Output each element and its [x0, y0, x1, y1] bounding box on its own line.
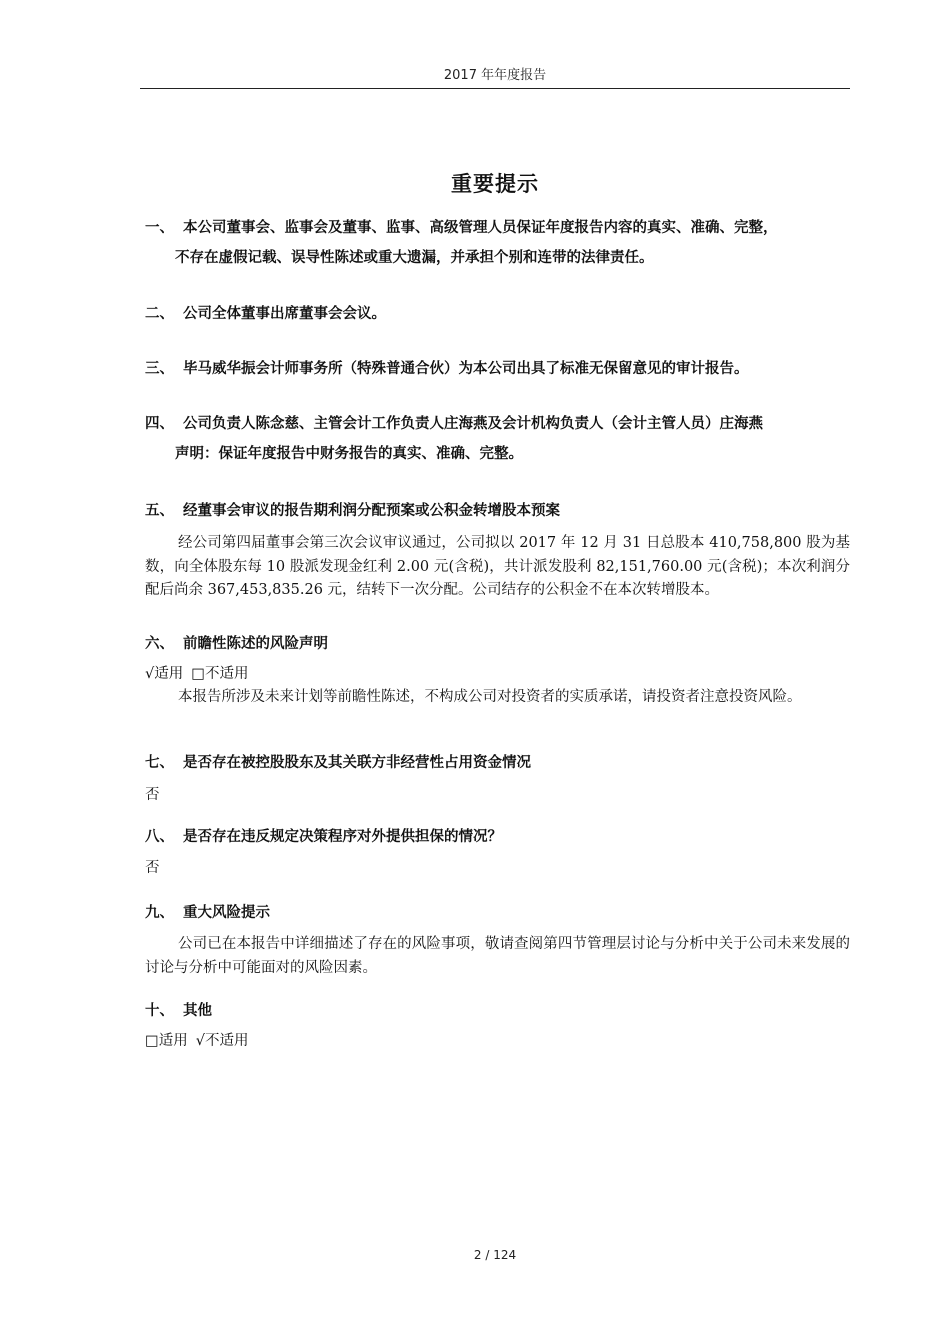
- section-3: [145, 354, 850, 384]
- option-not-applicable-checked: √不适用: [195, 1033, 249, 1049]
- section-5: [145, 496, 850, 526]
- section-number: 一、: [145, 220, 174, 236]
- section-number: 二、: [145, 306, 174, 322]
- section-title: 公司负责人陈念慈、主管会计工作负责人庄海燕及会计机构负责人（会计主管人员）庄海燕: [183, 416, 763, 432]
- section-title: 重大风险提示: [183, 905, 270, 921]
- section-7-answer: 否: [145, 787, 160, 803]
- section-title: 其他: [183, 1003, 212, 1019]
- section-10-options: [145, 1030, 850, 1054]
- section-number: 十、: [145, 1003, 174, 1019]
- section-6: [145, 629, 850, 659]
- section-6-body: 本报告所涉及未来计划等前瞻性陈述，不构成公司对投资者的实质承诺，请投资者注意投资风险。: [178, 689, 802, 705]
- section-number: 七、: [145, 755, 174, 771]
- section-8: [145, 822, 850, 852]
- section-5-body: 经公司第四届董事会第三次会议审议通过，公司拟以 2017 年 12 月 31 日总股本 410,758,800 股为基数，向全体股东每 10 股派发现金红利 2.00 元(含税)，共计派发股利 82,151,760.00 元(含税)；本次利润分配后尚余 367,453,835.26 元，结转下一次分配。公司结存的公积金不在本次转增股本。: [145, 535, 850, 598]
- section-title: 公司全体董事出席董事会会议。: [183, 306, 386, 322]
- section-number: 五、: [145, 503, 174, 519]
- page-number: 2 / 124: [473, 1248, 517, 1262]
- section-9-body: 公司已在本报告中详细描述了存在的风险事项，敬请查阅第四节管理层讨论与分析中关于公司未来发展的讨论与分析中可能面对的风险因素。: [145, 936, 850, 976]
- page-title: 重要提示: [451, 172, 539, 196]
- section-4: [145, 409, 850, 469]
- section-title: 经董事会审议的报告期利润分配预案或公积金转增股本预案: [183, 503, 560, 519]
- section-title: 是否存在违反规定决策程序对外提供担保的情况？: [183, 829, 502, 845]
- section-number: 九、: [145, 905, 174, 921]
- section-number: 八、: [145, 829, 174, 845]
- section-title: 是否存在被控股股东及其关联方非经营性占用资金情况: [183, 755, 531, 771]
- section-title-continued: 声明：保证年度报告中财务报告的真实、准确、完整。: [175, 446, 523, 462]
- option-applicable-checked: √适用: [145, 666, 184, 682]
- header-rule: [140, 88, 850, 89]
- section-8-answer: 否: [145, 860, 160, 876]
- section-title-continued: 不存在虚假记载、误导性陈述或重大遗漏，并承担个别和连带的法律责任。: [175, 250, 654, 266]
- section-6-options: [145, 663, 850, 687]
- section-title: 本公司董事会、监事会及董事、监事、高级管理人员保证年度报告内容的真实、准确、完整，: [183, 220, 778, 236]
- section-title: 毕马威华振会计师事务所（特殊普通合伙）为本公司出具了标准无保留意见的审计报告。: [183, 361, 749, 377]
- section-number: 六、: [145, 636, 174, 652]
- option-applicable: □适用: [145, 1033, 188, 1049]
- section-number: 四、: [145, 416, 174, 432]
- section-7: [145, 748, 850, 778]
- section-number: 三、: [145, 361, 174, 377]
- section-2: [145, 299, 850, 329]
- section-10: [145, 996, 850, 1026]
- section-1: [145, 213, 850, 273]
- option-not-applicable: □不适用: [191, 666, 249, 682]
- section-title: 前瞻性陈述的风险声明: [183, 636, 328, 652]
- running-header: 2017 年年度报告: [443, 68, 547, 83]
- section-9: [145, 898, 850, 928]
